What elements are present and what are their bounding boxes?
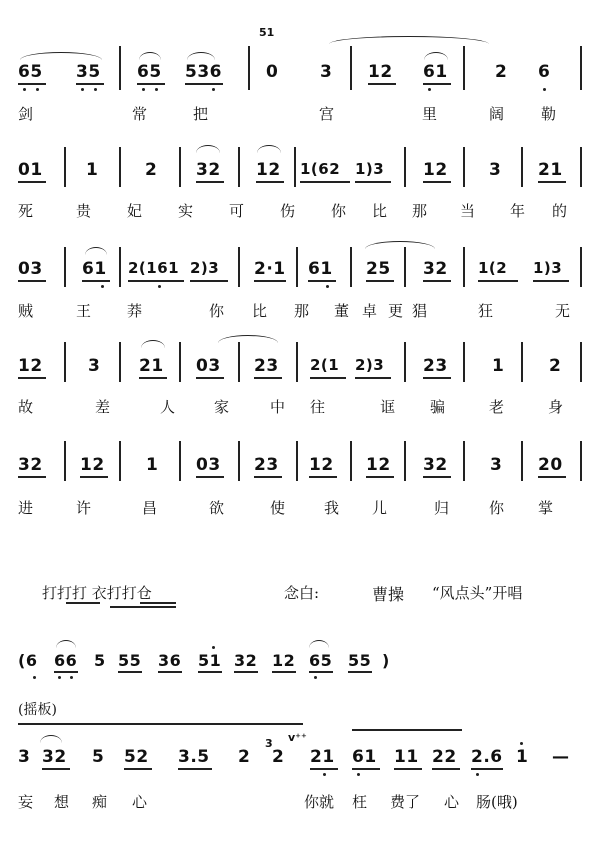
low-dot xyxy=(36,88,39,91)
barline xyxy=(296,342,298,382)
lyric: 阔 xyxy=(489,105,505,123)
lyric: 费了 xyxy=(390,793,421,811)
note: (6 xyxy=(18,651,38,670)
underline xyxy=(423,377,451,379)
barline xyxy=(463,441,465,481)
slur xyxy=(187,52,215,60)
barline xyxy=(119,441,121,481)
underline xyxy=(394,768,422,770)
slur xyxy=(85,247,107,255)
low-dot xyxy=(23,88,26,91)
low-dot xyxy=(323,773,326,776)
barline xyxy=(404,247,406,287)
slur xyxy=(139,52,161,60)
lyric: 掌 xyxy=(538,499,554,517)
score-row-4 xyxy=(0,328,596,428)
underline xyxy=(478,280,518,282)
note: 22 xyxy=(432,747,457,767)
low-dot xyxy=(357,773,360,776)
underline xyxy=(128,280,184,282)
barline xyxy=(580,247,582,287)
lyric: 那 xyxy=(294,302,310,320)
lyric: 使 xyxy=(270,499,286,517)
lyric: 猖 xyxy=(412,302,428,320)
slur xyxy=(329,36,489,44)
slur xyxy=(309,640,329,648)
lyric: 比 xyxy=(252,302,268,320)
note: 21 xyxy=(310,747,335,767)
note: 12 xyxy=(272,651,296,670)
note: 35 xyxy=(76,62,101,82)
lyric: 昌 xyxy=(142,499,158,517)
note: 3 xyxy=(490,455,503,475)
low-dot xyxy=(158,285,161,288)
low-dot xyxy=(155,88,158,91)
underline xyxy=(118,671,142,673)
note: 1)3 xyxy=(533,259,563,277)
barline xyxy=(64,441,66,481)
high-dot xyxy=(212,646,215,649)
note: 5 xyxy=(94,651,106,670)
barline xyxy=(296,247,298,287)
note: 32 xyxy=(42,747,67,767)
note: 5 xyxy=(92,747,105,767)
lyric: 把 xyxy=(193,105,209,123)
note: 25 xyxy=(366,259,391,279)
lyric: 痴 xyxy=(92,793,108,811)
grace-note: 3 xyxy=(265,737,273,750)
low-dot xyxy=(94,88,97,91)
barline xyxy=(238,147,240,187)
score-row-5 xyxy=(0,425,596,525)
underline xyxy=(366,476,394,478)
underline xyxy=(158,671,182,673)
low-dot xyxy=(428,88,431,91)
note: 1 xyxy=(516,747,529,767)
underline xyxy=(18,83,46,85)
underline xyxy=(352,768,380,770)
note: 12 xyxy=(80,455,105,475)
note: — xyxy=(552,747,570,767)
underline xyxy=(272,671,296,673)
lyric: 肠(哦) xyxy=(476,793,518,811)
lyric: 家 xyxy=(214,398,230,416)
lyric: 卓 xyxy=(362,302,378,320)
barline xyxy=(119,247,121,287)
lyric: 当 xyxy=(460,202,476,220)
interlude-line xyxy=(0,640,596,680)
barline xyxy=(350,247,352,287)
slur xyxy=(40,735,62,743)
underline xyxy=(256,181,284,183)
barline xyxy=(238,247,240,287)
underline xyxy=(471,768,503,770)
lyric: 你 xyxy=(209,302,225,320)
lyric: 剑 xyxy=(18,105,34,123)
underline xyxy=(110,606,176,608)
underline xyxy=(80,476,108,478)
lyric: 你就 xyxy=(304,793,335,811)
lyric: 勒 xyxy=(541,105,557,123)
note: 6 xyxy=(538,62,551,82)
lyric: 董 xyxy=(334,302,350,320)
note: 55 xyxy=(118,651,142,670)
lyric: 许 xyxy=(76,499,92,517)
lyric: 儿 xyxy=(372,499,388,517)
underline xyxy=(54,671,78,673)
underline xyxy=(423,476,451,478)
underline xyxy=(18,476,46,478)
slur xyxy=(20,52,102,60)
lyric: 莽 xyxy=(127,302,143,320)
lyric: 你 xyxy=(489,499,505,517)
note: 03 xyxy=(196,455,221,475)
lyric: 那 xyxy=(412,202,428,220)
underline xyxy=(538,476,566,478)
low-dot xyxy=(326,285,329,288)
low-dot xyxy=(142,88,145,91)
barline xyxy=(404,342,406,382)
lyric: 年 xyxy=(510,202,526,220)
slur xyxy=(257,145,281,153)
underline xyxy=(42,768,70,770)
lyric: 实 xyxy=(178,202,194,220)
barline xyxy=(463,46,465,90)
barline xyxy=(580,147,582,187)
lyric: 诓 xyxy=(380,398,396,416)
note: 23 xyxy=(254,455,279,475)
underline xyxy=(137,83,165,85)
underline xyxy=(139,377,167,379)
barline xyxy=(179,342,181,382)
phrase-bracket xyxy=(18,723,303,725)
underline xyxy=(234,671,258,673)
note: 32 xyxy=(423,455,448,475)
underline xyxy=(254,476,282,478)
barline xyxy=(580,46,582,90)
note: 52 xyxy=(124,747,149,767)
slur xyxy=(218,335,278,343)
note: 51 xyxy=(198,651,222,670)
underline xyxy=(196,377,224,379)
barline xyxy=(248,46,250,90)
low-dot xyxy=(476,773,479,776)
low-dot xyxy=(543,88,546,91)
note: 2)3 xyxy=(355,356,385,374)
lyric: 的 xyxy=(552,202,568,220)
underline xyxy=(196,181,224,183)
note: 65 xyxy=(137,62,162,82)
note: 1 xyxy=(146,455,159,475)
barline xyxy=(238,342,240,382)
note: 12 xyxy=(366,455,391,475)
note: 12 xyxy=(256,160,281,180)
barline xyxy=(294,147,296,187)
barline xyxy=(463,147,465,187)
barline xyxy=(179,147,181,187)
underline xyxy=(185,83,223,85)
note: 2(161 xyxy=(128,259,180,277)
slur xyxy=(365,241,435,249)
barline xyxy=(64,147,66,187)
low-dot xyxy=(314,676,317,679)
note: 0 xyxy=(266,62,279,82)
underline xyxy=(355,377,391,379)
underline xyxy=(533,280,569,282)
lyric: 归 xyxy=(434,499,450,517)
barline xyxy=(350,441,352,481)
note: 23 xyxy=(254,356,279,376)
low-dot xyxy=(101,285,104,288)
score-row-2 xyxy=(0,135,596,235)
lyric: 妄 xyxy=(18,793,34,811)
note: 3 xyxy=(88,356,101,376)
yaoban-section xyxy=(0,695,596,845)
barline xyxy=(404,441,406,481)
lyric: 欲 xyxy=(209,499,225,517)
underline xyxy=(196,476,224,478)
underline xyxy=(309,476,337,478)
lyric: 心 xyxy=(132,793,148,811)
note: 1 xyxy=(492,356,505,376)
speaker-name: 曹操 xyxy=(372,585,405,604)
note: 2.6 xyxy=(471,747,503,767)
high-dot xyxy=(520,742,523,745)
underline xyxy=(178,768,212,770)
note: 3 xyxy=(320,62,333,82)
note: 1 xyxy=(86,160,99,180)
lyric: 人 xyxy=(160,398,176,416)
barline xyxy=(580,342,582,382)
note: 12 xyxy=(368,62,393,82)
lyric: 可 xyxy=(229,202,245,220)
lyric: 故 xyxy=(18,398,34,416)
barline xyxy=(521,147,523,187)
note: 61 xyxy=(308,259,333,279)
percussion-line xyxy=(0,580,596,610)
underline xyxy=(348,671,372,673)
note: 2 xyxy=(238,747,251,767)
underline xyxy=(310,377,346,379)
underline xyxy=(309,671,333,673)
underline xyxy=(310,768,338,770)
score-row-1 xyxy=(0,0,596,135)
lyric: 宫 xyxy=(319,105,335,123)
note: 2 xyxy=(145,160,158,180)
spoken-label: 念白: xyxy=(284,584,320,602)
note: 2 xyxy=(549,356,562,376)
note: 03 xyxy=(18,259,43,279)
barline xyxy=(238,441,240,481)
barline xyxy=(463,247,465,287)
note: 12 xyxy=(423,160,448,180)
underline xyxy=(18,181,46,183)
lyric: 伤 xyxy=(280,202,296,220)
note: 32 xyxy=(18,455,43,475)
note: 3.5 xyxy=(178,747,210,767)
underline xyxy=(366,280,394,282)
note: 32 xyxy=(234,651,258,670)
barline xyxy=(64,342,66,382)
underline xyxy=(18,377,46,379)
note: ) xyxy=(382,651,390,670)
lyric: 狂 xyxy=(478,302,494,320)
lyric: 骗 xyxy=(430,398,446,416)
underline xyxy=(254,280,286,282)
note: 11 xyxy=(394,747,419,767)
note: 01 xyxy=(18,160,43,180)
note: 2·1 xyxy=(254,259,286,279)
barline xyxy=(463,342,465,382)
underline xyxy=(124,768,152,770)
note: 1)3 xyxy=(355,160,385,178)
barline xyxy=(580,441,582,481)
barline xyxy=(119,147,121,187)
low-dot xyxy=(212,88,215,91)
barline xyxy=(64,247,66,287)
note: 3 xyxy=(18,747,31,767)
marking-above: 51 xyxy=(259,26,275,39)
lyric: 身 xyxy=(548,398,564,416)
low-dot xyxy=(58,676,61,679)
underline xyxy=(538,181,566,183)
lyric: 里 xyxy=(422,105,438,123)
lyric: 死 xyxy=(18,202,34,220)
note: 1(2 xyxy=(478,259,508,277)
lyric: 心 xyxy=(444,793,460,811)
note: 3 xyxy=(489,160,502,180)
note: 66 xyxy=(54,651,78,670)
underline xyxy=(66,602,100,604)
barline xyxy=(404,147,406,187)
slur xyxy=(196,145,220,153)
ornament: v⁺⁺ xyxy=(288,731,307,744)
note: 03 xyxy=(196,356,221,376)
note: 2)3 xyxy=(190,259,220,277)
note: 61 xyxy=(352,747,377,767)
lyric: 你 xyxy=(331,202,347,220)
underline xyxy=(82,280,110,282)
note: 32 xyxy=(423,259,448,279)
underline xyxy=(423,181,451,183)
underline xyxy=(355,181,391,183)
lyric: 贼 xyxy=(18,302,34,320)
note: 32 xyxy=(196,160,221,180)
lyric: 我 xyxy=(324,499,340,517)
lyric: 王 xyxy=(76,302,92,320)
barline xyxy=(119,342,121,382)
note: 61 xyxy=(82,259,107,279)
note: 2(1 xyxy=(310,356,340,374)
note: 23 xyxy=(423,356,448,376)
note: 36 xyxy=(158,651,182,670)
lyric: 进 xyxy=(18,499,34,517)
tune-label: “风点头”开唱 xyxy=(432,584,523,602)
lyric: 妃 xyxy=(127,202,143,220)
lyric: 想 xyxy=(54,793,70,811)
lyric: 无 xyxy=(555,302,571,320)
yaoban-label: (摇板) xyxy=(18,702,57,718)
underline xyxy=(300,181,350,183)
underline xyxy=(18,280,46,282)
phrase-bracket xyxy=(352,729,462,731)
slur xyxy=(141,340,165,348)
note: 2 xyxy=(272,747,285,767)
note: 61 xyxy=(423,62,448,82)
low-dot xyxy=(33,676,36,679)
barline xyxy=(521,342,523,382)
note: 65 xyxy=(18,62,43,82)
underline xyxy=(368,83,396,85)
lyric: 往 xyxy=(310,398,326,416)
underline xyxy=(198,671,222,673)
lyric: 比 xyxy=(372,202,388,220)
note: 21 xyxy=(139,356,164,376)
underline xyxy=(423,280,451,282)
note: 2 xyxy=(495,62,508,82)
barline xyxy=(119,46,121,90)
underline xyxy=(254,377,282,379)
underline xyxy=(423,83,451,85)
underline xyxy=(432,768,460,770)
lyric: 常 xyxy=(132,105,148,123)
note: 536 xyxy=(185,62,222,82)
barline xyxy=(350,46,352,90)
note: 21 xyxy=(538,160,563,180)
note: 55 xyxy=(348,651,372,670)
underline xyxy=(190,280,228,282)
note: 1(62 xyxy=(300,160,341,178)
slur xyxy=(56,640,76,648)
lyric: 差 xyxy=(95,398,111,416)
barline xyxy=(179,441,181,481)
lyric: 枉 xyxy=(352,793,368,811)
underline xyxy=(140,602,176,604)
underline xyxy=(76,83,104,85)
barline xyxy=(521,441,523,481)
percussion-syllables: 打打打 衣打打仓 xyxy=(42,584,152,602)
note: 65 xyxy=(309,651,333,670)
underline xyxy=(308,280,336,282)
note: 12 xyxy=(18,356,43,376)
lyric: 贵 xyxy=(76,202,92,220)
slur xyxy=(424,52,448,60)
lyric: 老 xyxy=(489,398,505,416)
note: 20 xyxy=(538,455,563,475)
barline xyxy=(296,441,298,481)
low-dot xyxy=(70,676,73,679)
score-row-3 xyxy=(0,235,596,335)
lyric: 更 xyxy=(388,302,404,320)
note: 12 xyxy=(309,455,334,475)
lyric: 中 xyxy=(270,398,286,416)
low-dot xyxy=(81,88,84,91)
